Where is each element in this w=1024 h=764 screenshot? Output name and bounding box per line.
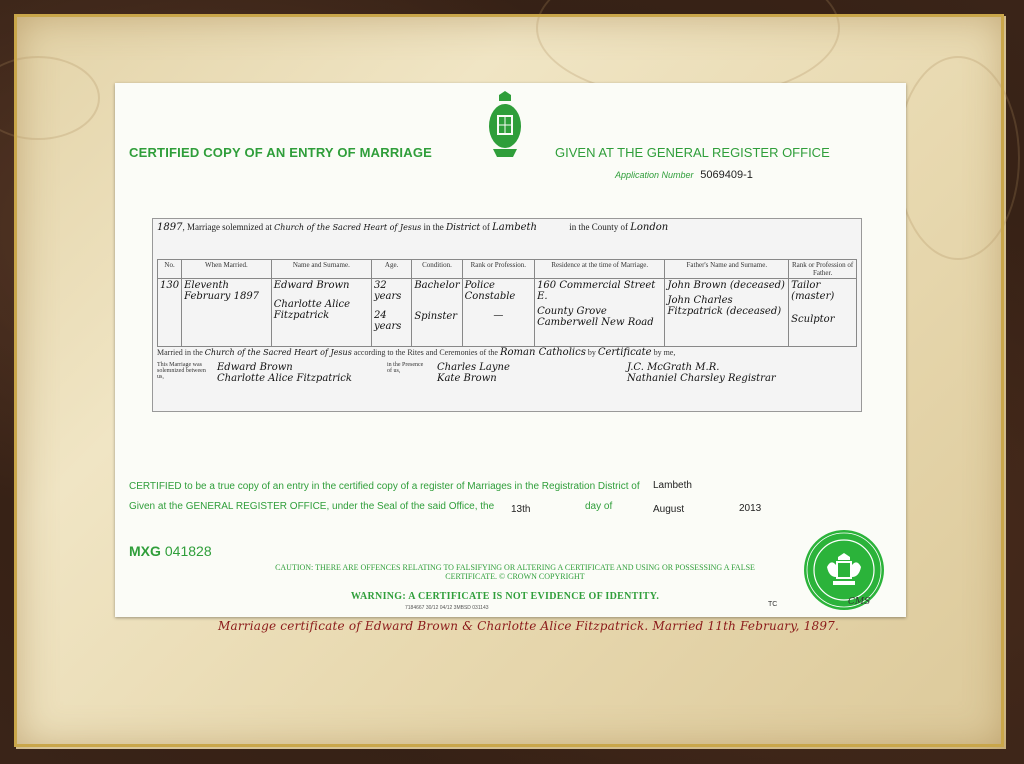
serial-value: 041828 <box>164 543 212 559</box>
bride-father-profession: Sculptor <box>791 314 835 325</box>
caution-notice: CAUTION: THERE ARE OFFENCES RELATING TO FALSIFYING OR ALTERING A CERTIFICATE AND USING OR POSSESSING A FALSE CERTIFICATE. © CROWN COPYRIGHT <box>275 563 755 581</box>
father-professions <box>789 279 857 347</box>
month-fill: August <box>653 504 685 515</box>
register-church: Church of the Sacred Heart of Jesus <box>274 223 422 232</box>
witness-signatures <box>437 362 617 384</box>
by: Certificate <box>597 347 652 358</box>
given-at-statement: Given at the GENERAL REGISTER OFFICE, under the Seal of the said Office, the <box>129 501 495 512</box>
column-header: Residence at the time of Marriage. <box>535 260 665 279</box>
names <box>271 279 371 347</box>
column-header: Condition. <box>412 260 462 279</box>
rites-text: according to the Rites and Ceremonies of the <box>353 348 498 357</box>
application-number-value: 5069409-1 <box>700 169 753 181</box>
warning-notice: WARNING: A CERTIFICATE IS NOT EVIDENCE OF IDENTITY. <box>350 591 660 602</box>
fathers <box>665 279 789 347</box>
column-header: Age. <box>371 260 411 279</box>
register-county: London <box>630 222 669 233</box>
married-in-text: Married in the <box>157 348 203 357</box>
serial-prefix: MXG <box>129 543 161 559</box>
groom-signature: Edward Brown <box>217 362 293 373</box>
register-of: of <box>482 222 490 232</box>
register-footer <box>157 347 857 384</box>
bride-signature: Charlotte Alice Fitzpatrick <box>217 373 352 384</box>
initials-mark: CMS <box>848 597 871 607</box>
district-fill: Lambeth <box>653 480 692 491</box>
couple-signatures <box>217 362 377 384</box>
professions <box>462 279 534 347</box>
groom-father: John Brown (deceased) <box>667 280 785 291</box>
groom-father-profession: Tailor (master) <box>791 280 835 302</box>
day-of-label: day of <box>585 501 613 512</box>
date-married: Eleventh February 1897 <box>182 279 272 347</box>
print-code: 7184667 30/12 04/12 3MBSD 031143 <box>405 605 489 611</box>
groom-name: Edward Brown <box>273 280 350 291</box>
rites: Roman Catholics <box>499 347 586 358</box>
decorative-swirl <box>0 56 100 140</box>
application-number <box>615 169 753 181</box>
column-header: Rank or Profession. <box>462 260 534 279</box>
groom-profession: Police Constable <box>464 280 516 302</box>
year-fill: 2013 <box>739 503 762 514</box>
residences <box>535 279 665 347</box>
column-header: Rank or Profession of Father. <box>789 260 857 279</box>
bride-father: John Charles Fitzpatrick (deceased) <box>667 295 782 317</box>
certificate-title: CERTIFIED COPY OF AN ENTRY OF MARRIAGE <box>129 145 433 160</box>
witness-signature: Charles Layne <box>437 362 510 373</box>
signatures-row <box>157 362 857 384</box>
by-text: by <box>587 348 596 357</box>
tc-mark: TC <box>768 601 778 608</box>
conditions <box>412 279 462 347</box>
register-entry-scan <box>152 218 862 412</box>
general-register-office-seal-icon <box>803 529 885 611</box>
day-fill: 13th <box>511 504 531 515</box>
by-me: by me, <box>653 348 676 357</box>
serial-number <box>129 543 212 559</box>
bride-condition: Spinster <box>414 311 458 322</box>
entry-number: 130 <box>158 279 182 347</box>
column-header: Name and Surname. <box>271 260 371 279</box>
marriage-certificate <box>115 83 906 617</box>
registrar-signature: Nathaniel Charsley Registrar <box>627 373 776 384</box>
witness-signature: Kate Brown <box>437 373 497 384</box>
register-in-the: in the <box>423 222 444 232</box>
royal-crest-icon <box>485 91 525 161</box>
presence-label: in the Presence of us, <box>387 362 424 374</box>
married-in-line <box>157 347 857 358</box>
column-header: When Married. <box>182 260 272 279</box>
ages <box>371 279 411 347</box>
register-table <box>157 259 857 347</box>
register-column-headers <box>158 260 857 279</box>
table-row <box>158 279 857 347</box>
register-district: Lambeth <box>492 222 537 233</box>
bride-name: Charlotte Alice Fitzpatrick <box>273 299 351 321</box>
groom-residence: 160 Commercial Street E. <box>537 280 656 302</box>
register-county-text: in the County of <box>569 222 628 232</box>
bride-profession: — <box>493 310 504 321</box>
bride-residence: County Grove Camberwell New Road <box>537 306 654 328</box>
column-header: No. <box>158 260 182 279</box>
officiant-signature: J.C. McGrath M.R. <box>627 362 720 373</box>
register-district-label: District <box>445 223 481 233</box>
decorative-swirl <box>896 56 1020 260</box>
register-header: 1897, Marriage solemnized at Church of the Sacred Heart of Jesus in the District of Lambeth in the County of London <box>157 222 669 233</box>
column-header: Father's Name and Surname. <box>665 260 789 279</box>
certified-statement: CERTIFIED to be a true copy of an entry in the certified copy of a register of Marriages in the Registration District of <box>129 481 640 492</box>
officiant-signatures <box>627 362 827 384</box>
issuing-office: GIVEN AT THE GENERAL REGISTER OFFICE <box>555 145 830 160</box>
bride-age: 24 years <box>373 310 402 332</box>
register-year: 1897 <box>157 222 183 233</box>
solemnized-between-label: This Marriage was solemnized between us, <box>157 362 206 380</box>
application-number-label: Application Number <box>615 170 694 180</box>
register-solemnized-text: Marriage solemnized at <box>186 222 272 232</box>
married-in: Church of the Sacred Heart of Jesus <box>204 348 352 357</box>
groom-age: 32 years <box>373 280 402 302</box>
groom-condition: Bachelor <box>414 280 460 291</box>
image-caption: Marriage certificate of Edward Brown & Charlotte Alice Fitzpatrick. Married 11th February, 1897. <box>218 619 840 633</box>
